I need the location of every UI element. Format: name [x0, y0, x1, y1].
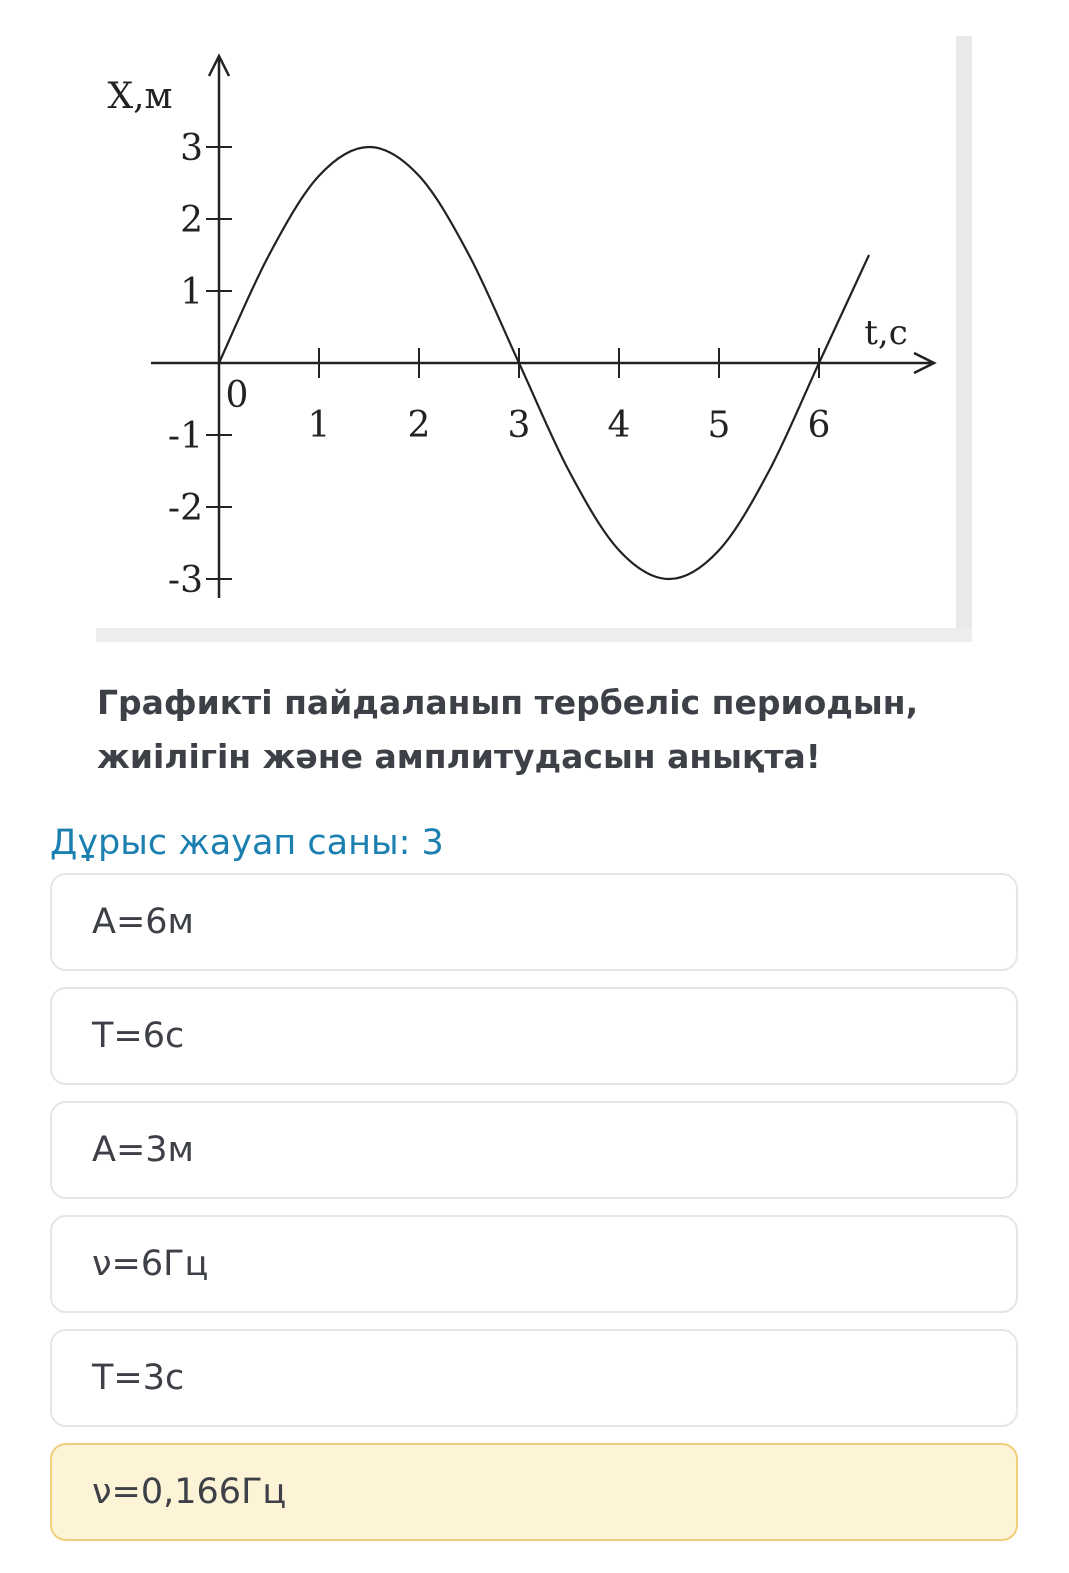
y-axis-title: X,м [107, 76, 173, 117]
question-line-1: Графикті пайдаланып тербеліс периодын, [97, 683, 919, 722]
question-text [97, 676, 1017, 784]
y-tick-label: -1 [167, 416, 203, 457]
answer-option-label: ν=0,166Гц [92, 1472, 287, 1512]
oscillation-graph [96, 36, 972, 642]
x-tick-label: 1 [307, 405, 331, 446]
correct-answer-count: Дұрыс жауап саны: 3 [50, 823, 444, 863]
x-tick-label: 4 [607, 405, 631, 446]
chart-svg [96, 36, 972, 642]
answer-option-label: A=6м [92, 902, 194, 942]
answer-option-label: ν=6Гц [92, 1244, 209, 1284]
question-line-2: жиілігін және амплитудасын анықта! [97, 737, 821, 776]
answer-option[interactable] [50, 1329, 1018, 1427]
x-axis-title: t,с [864, 313, 908, 353]
y-tick-label: 3 [180, 128, 203, 169]
y-tick-label: 1 [180, 272, 203, 313]
y-tick-label: 2 [180, 200, 203, 241]
x-tick-label: 2 [407, 405, 431, 446]
answer-option-selected[interactable] [50, 1443, 1018, 1541]
answer-option-label: T=3c [92, 1358, 185, 1398]
answer-options [50, 873, 1018, 1557]
answer-option[interactable] [50, 1215, 1018, 1313]
answer-option[interactable] [50, 873, 1018, 971]
x-tick-label: 3 [507, 405, 531, 446]
origin-label: 0 [225, 375, 249, 416]
x-tick-label: 5 [707, 405, 731, 446]
answer-option-label: T=6c [92, 1016, 185, 1056]
answer-option[interactable] [50, 1101, 1018, 1199]
y-tick-label: -2 [167, 488, 203, 529]
answer-option-label: A=3м [92, 1130, 194, 1170]
answer-option[interactable] [50, 987, 1018, 1085]
y-tick-label: -3 [167, 560, 203, 601]
x-tick-label: 6 [807, 405, 831, 446]
